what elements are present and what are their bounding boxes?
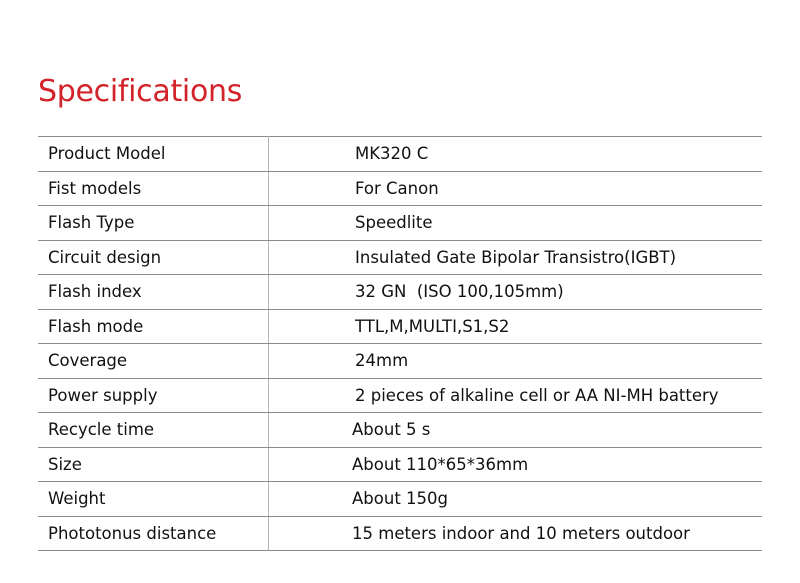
spec-row-power-supply [38,378,762,413]
spec-row-flash-index [38,275,762,310]
specifications-table [38,136,762,551]
spec-value: About 150g [269,482,763,517]
spec-row-weight [38,482,762,517]
spec-label: Flash Type [38,206,269,241]
spec-row-flash-type [38,206,762,241]
spec-value: 24mm [269,344,763,379]
spec-value: Insulated Gate Bipolar Transistro(IGBT) [269,240,763,275]
spec-label: Recycle time [38,413,269,448]
spec-row-phototonus-distance [38,516,762,551]
spec-value: 32 GN (ISO 100,105mm) [269,275,763,310]
spec-label: Flash mode [38,309,269,344]
spec-row-recycle-time [38,413,762,448]
spec-value: TTL,M,MULTI,S1,S2 [269,309,763,344]
spec-value: MK320 C [269,137,763,172]
spec-label: Product Model [38,137,269,172]
spec-value: Speedlite [269,206,763,241]
spec-value: About 110*65*36mm [269,447,763,482]
spec-row-size [38,447,762,482]
spec-value: 2 pieces of alkaline cell or AA NI-MH battery [269,378,763,413]
spec-value: For Canon [269,171,763,206]
spec-label: Size [38,447,269,482]
spec-row-product-model [38,137,762,172]
spec-label: Power supply [38,378,269,413]
spec-row-coverage [38,344,762,379]
spec-label: Flash index [38,275,269,310]
spec-value: About 5 s [269,413,763,448]
spec-row-flash-mode [38,309,762,344]
page-title: Specifications [38,74,243,109]
spec-label: Fist models [38,171,269,206]
spec-value: 15 meters indoor and 10 meters outdoor [269,516,763,551]
spec-row-fist-models [38,171,762,206]
spec-label: Coverage [38,344,269,379]
spec-label: Weight [38,482,269,517]
spec-label: Phototonus distance [38,516,269,551]
spec-label: Circuit design [38,240,269,275]
spec-row-circuit-design [38,240,762,275]
